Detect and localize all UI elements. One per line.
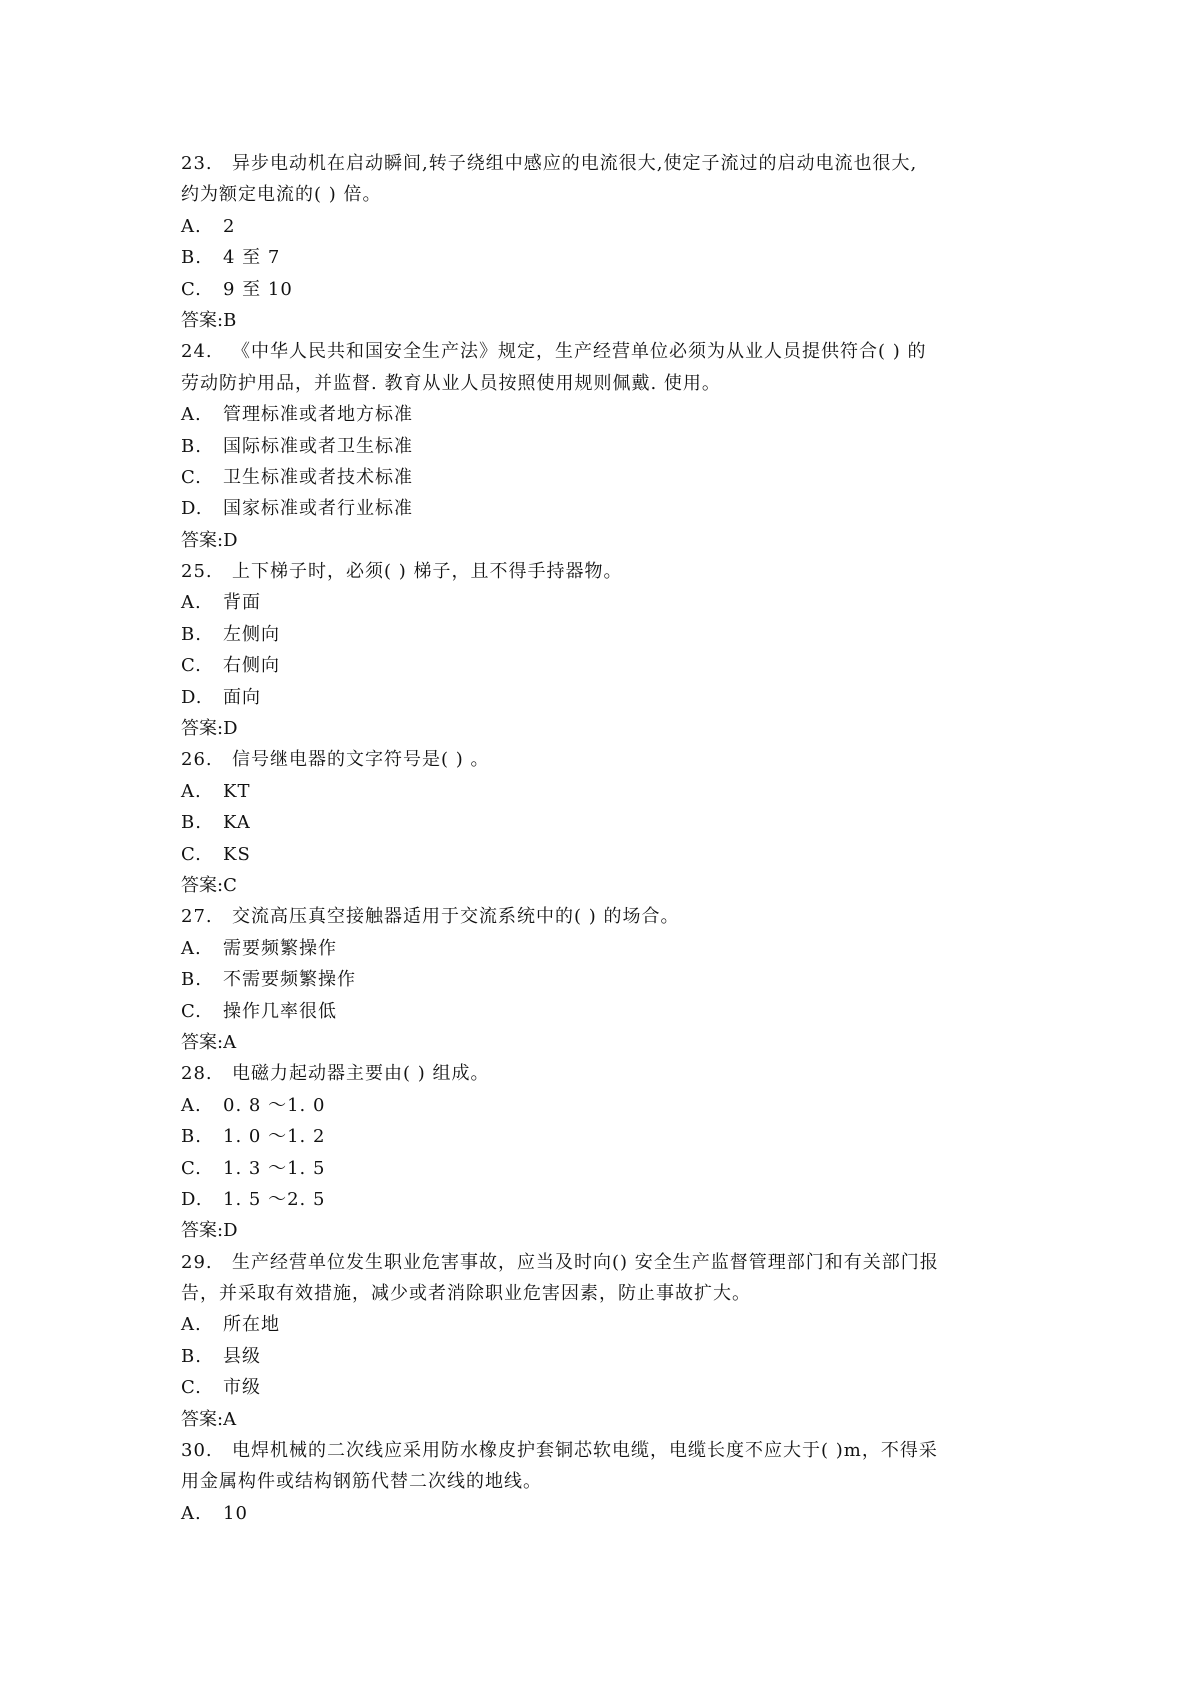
question-text-continued: 劳动防护用品，并监督. 教育从业人员按照使用规则佩戴. 使用。 <box>181 372 721 394</box>
option-a: A. KT <box>181 780 251 802</box>
question-text: 30. 电焊机械的二次线应采用防水橡皮护套铜芯软电缆，电缆长度不应大于( )m，不得采 <box>181 1435 1021 1466</box>
option-a: A. 10 <box>181 1502 248 1524</box>
question-25 <box>181 556 1021 744</box>
question-number: 24. <box>181 341 213 363</box>
option-d: D. 1. 5 ～2. 5 <box>181 1188 326 1210</box>
option-c: C. KS <box>181 843 251 865</box>
question-number: 29. <box>181 1251 213 1273</box>
question-number: 26. <box>181 749 213 771</box>
option-c: C. 右侧向 <box>181 655 280 677</box>
answer: 答案:A <box>181 1031 237 1053</box>
question-text-continued: 约为额定电流的( ) 倍。 <box>181 184 382 206</box>
question-23 <box>181 148 1021 336</box>
question-text: 25. 上下梯子时，必须( ) 梯子，且不得手持器物。 <box>181 556 1021 587</box>
question-24 <box>181 336 1021 556</box>
question-27 <box>181 901 1021 1058</box>
question-number: 25. <box>181 561 213 583</box>
option-b: B. 国际标准或者卫生标准 <box>181 435 413 457</box>
answer: 答案:D <box>181 1220 238 1242</box>
option-c: C. 9 至 10 <box>181 278 293 300</box>
question-number: 28. <box>181 1063 213 1085</box>
option-a: A. 管理标准或者地方标准 <box>181 404 413 426</box>
question-26 <box>181 744 1021 901</box>
option-b: B. KA <box>181 812 251 834</box>
question-list <box>181 148 1021 1529</box>
answer: 答案:A <box>181 1408 237 1430</box>
answer: 答案:C <box>181 874 237 896</box>
option-c: C. 操作几率很低 <box>181 1000 337 1022</box>
option-c: C. 1. 3 ～1. 5 <box>181 1157 326 1179</box>
question-28 <box>181 1058 1021 1246</box>
option-b: B. 左侧向 <box>181 623 280 645</box>
question-text: 28. 电磁力起动器主要由( ) 组成。 <box>181 1058 1021 1089</box>
option-b: B. 1. 0 ～1. 2 <box>181 1126 326 1148</box>
option-a: A. 所在地 <box>181 1314 280 1336</box>
option-a: A. 2 <box>181 215 236 237</box>
option-d: D. 面向 <box>181 686 261 708</box>
option-d: D. 国家标准或者行业标准 <box>181 498 413 520</box>
answer: 答案:D <box>181 718 238 740</box>
answer: 答案:B <box>181 309 237 331</box>
question-number: 23. <box>181 153 213 174</box>
question-number: 27. <box>181 906 213 928</box>
question-text: 23. 异步电动机在启动瞬间,转子绕组中感应的电流很大,使定子流过的启动电流也很大, <box>181 148 1021 179</box>
question-29 <box>181 1247 1021 1435</box>
option-b: B. 县级 <box>181 1345 261 1367</box>
option-c: C. 市级 <box>181 1377 261 1399</box>
option-b: B. 不需要频繁操作 <box>181 969 356 991</box>
question-text: 27. 交流高压真空接触器适用于交流系统中的( ) 的场合。 <box>181 901 1021 932</box>
question-text-continued: 告，并采取有效措施，减少或者消除职业危害因素，防止事故扩大。 <box>181 1283 751 1305</box>
question-text: 29. 生产经营单位发生职业危害事故，应当及时向() 安全生产监督管理部门和有关部门报 <box>181 1247 1021 1278</box>
option-a: A. 0. 8 ～1. 0 <box>181 1094 326 1116</box>
option-a: A. 需要频繁操作 <box>181 937 337 959</box>
question-text-continued: 用金属构件或结构钢筋代替二次线的地线。 <box>181 1471 542 1493</box>
question-text: 24. 《中华人民共和国安全生产法》规定，生产经营单位必须为从业人员提供符合( ) 的 <box>181 336 1021 367</box>
question-30 <box>181 1435 1021 1529</box>
answer: 答案:D <box>181 529 238 551</box>
option-c: C. 卫生标准或者技术标准 <box>181 466 413 488</box>
question-number: 30. <box>181 1440 213 1462</box>
option-a: A. 背面 <box>181 592 261 614</box>
option-b: B. 4 至 7 <box>181 247 281 269</box>
question-text: 26. 信号继电器的文字符号是( ) 。 <box>181 744 1021 775</box>
